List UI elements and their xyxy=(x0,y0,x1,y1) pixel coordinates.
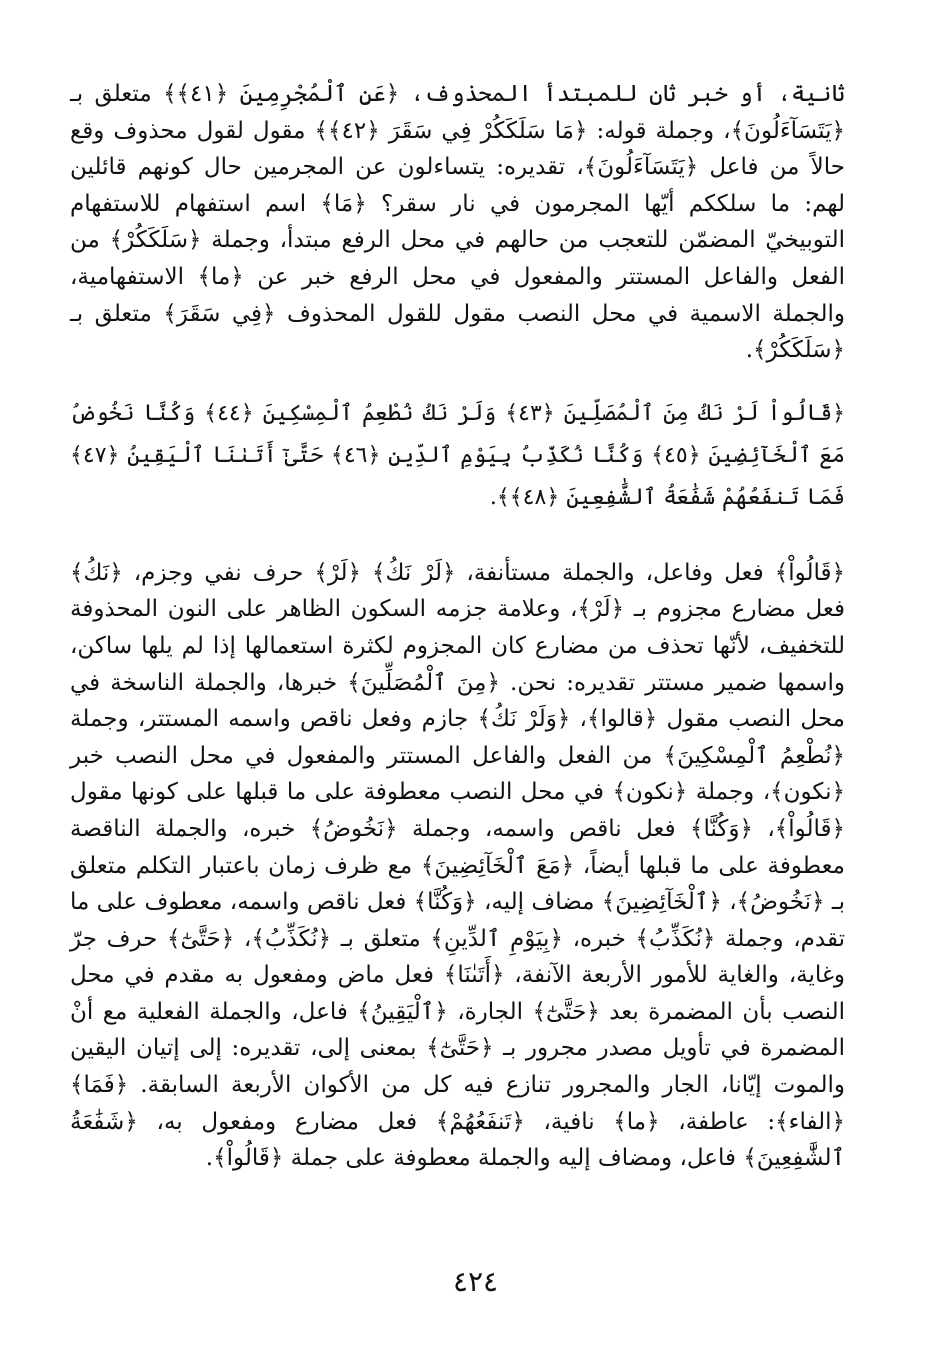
quran-verse-block: ﴿قَالُواْ لَرْ نَكُ مِنَ ٱلْمُصَلِّينَ ﴿٤٣﴾ وَلَرْ نَكُ نُطْعِمُ ٱلْمِسْكِينَ ﴿٤٤﴾ وَكُنَّا نَخُوضُ مَعَ ٱلْخَآئِضِينَ ﴿٤٥﴾ وَكُنَّا نُكَذِّبُ بِيَوْمِ ٱلدِّينِ ﴿٤٦﴾ حَتَّىٰٓ أَتَىٰنَا ٱلْيَقِينُ ﴿٤٧﴾ فَمَا تَنفَعُهُمْ شَفَٰعَةُ ٱلشَّٰفِعِينَ ﴿٤٨﴾﴾. xyxy=(70,400,846,510)
paragraph-1: ثانية، أو خبر ثان للمبتدأ المحذوف، ﴿عَنِ ٱلْمُجْرِمِينَ ﴿٤١﴾﴾ متعلق بـ ﴿يَتَسَآءَلُونَ﴾، وجملة قوله: ﴿مَا سَلَكَكُرْ فِي سَقَرَ ﴿٤٢﴾﴾ مقول لقول محذوف وقع حالاً من فاعل ﴿يَتَسَآءَلُونَ﴾، تقديره: يتساءلون عن المجرمين حال كونهم قائلين لهم: ما سلككم أيّها المجرمون في نار سقر؟ ﴿مَا﴾ اسم استفهام للاستفهام التوبيخيّ المضمّن للتعجب من حالهم في محل الرفع مبتدأ، وجملة ﴿سَلَكَكُرْ﴾ من الفعل والفاعل المستتر والمفعول في محل الرفع خبر عن ﴿ما﴾ الاستفهامية، والجملة الاسمية في محل النصب مقول للقول المحذوف ﴿فِي سَقَرَ﴾ متعلق بـ ﴿سَلَكَكُرْ﴾. xyxy=(70,81,845,364)
paragraph-2: ﴿قَالُواْ﴾ فعل وفاعل، والجملة مستأنفة، ﴿لَرْ نَكُ﴾ ﴿لَرْ﴾ حرف نفي وجزم، ﴿نَكُ﴾ فعل مضارع مجزوم بـ ﴿لَرْ﴾، وعلامة جزمه السكون الظاهر على النون المحذوفة للتخفيف، لأنّها تحذف من مضارع كان المجزوم لكثرة استعمالها إذا لم يلها ساكن، واسمها ضمير مستتر تقديره: نحن. ﴿مِنَ ٱلْمُصَلِّينَ﴾ خبرها، والجملة الناسخة في محل النصب مقول ﴿قالوا﴾، ﴿وَلَرْ نَكُ﴾ جازم وفعل ناقص واسمه المستتر، وجملة ﴿نُطْعِمُ ٱلْمِسْكِينَ﴾ من الفعل والفاعل المستتر والمفعول في محل النصب خبر ﴿نكون﴾، وجملة ﴿نكون﴾ في محل النصب معطوفة على ما قبلها على كونها مقول ﴿قَالُواْ﴾، ﴿وَكُنَّا﴾ فعل ناقص واسمه، وجملة ﴿نَخُوضُ﴾ خبره، والجملة الناقصة معطوفة على ما قبلها أيضاً، ﴿مَعَ ٱلْخَآئِضِينَ﴾ مع ظرف زمان باعتبار التكلم متعلق بـ ﴿نَخُوضُ﴾، ﴿ٱلْخَآئِضِينَ﴾ مضاف إليه، ﴿وَكُنَّا﴾ فعل ناقص واسمه، معطوف على ما تقدم، وجملة ﴿نُكَذِّبُ﴾ خبره، ﴿بِيَوْمِ ٱلدِّينِ﴾ متعلق بـ ﴿نُكَذِّبُ﴾، ﴿حَتَّىٰٓ﴾ حرف جرّ وغاية، والغاية للأمور الأربعة الآنفة، ﴿أَتَىٰنَا﴾ فعل ماض ومفعول به مقدم في محل النصب بأن المضمرة بعد ﴿حَتَّىٰٓ﴾ الجارة، ﴿ٱلْيَقِينُ﴾ فاعل، والجملة الفعلية مع أنْ المضمرة في تأويل مصدر مجرور بـ ﴿حَتَّىٰٓ﴾ بمعنى إلى، تقديره: إلى إتيان اليقين والموت إيّانا، الجار والمجرور تنازع فيه كل من الأكوان الأربعة السابقة. ﴿فَمَا﴾ ﴿الفاء﴾: عاطفة، ﴿ما﴾ نافية، ﴿تَنفَعُهُمْ﴾ فعل مضارع ومفعول به، ﴿شَفَٰعَةُ ٱلشَّٰفِعِينَ﴾ فاعل، ومضاف إليه والجملة معطوفة على جملة ﴿قَالُواْ﴾. xyxy=(70,559,845,1172)
page-body xyxy=(70,76,845,1177)
page-number: ٤٢٤ xyxy=(452,1265,499,1298)
